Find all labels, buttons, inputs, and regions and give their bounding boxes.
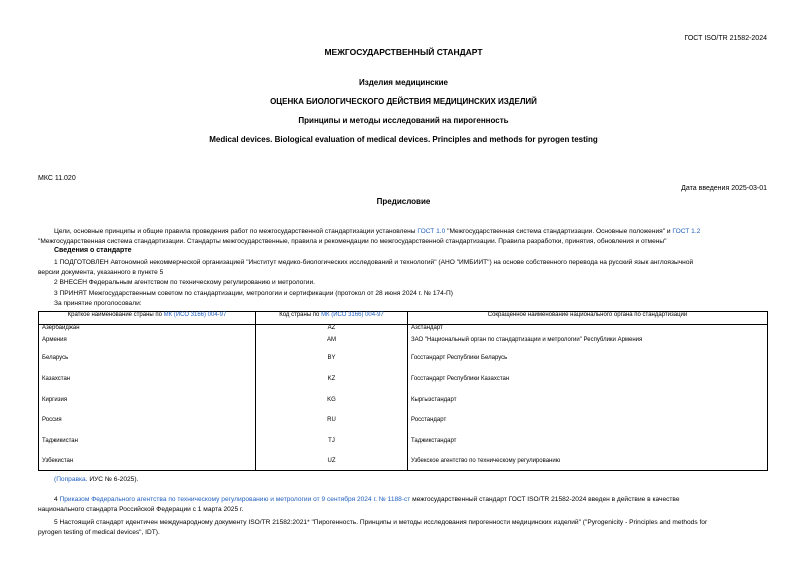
amendment-text: ИУС № 6-2025). bbox=[87, 476, 139, 483]
table-row bbox=[39, 337, 768, 355]
item-5-line-1: 5 Настоящий стандарт идентичен международному документу ISO/TR 21582:2021* "Пирогенность. Принципы и методы исследования пирогенности медицинских изделий" ("Pyrogenicity - Principles and methods for bbox=[54, 519, 708, 526]
cell-country: Таджикистан bbox=[39, 438, 256, 458]
table-row bbox=[39, 397, 768, 417]
cell-code: RU bbox=[256, 417, 408, 438]
item-4-text: межгосударственный стандарт ГОСТ ISO/TR 21582-2024 введен в действие в качестве bbox=[410, 496, 680, 503]
p1-text-a: Цели, основные принципы и общие правила проведения работ по межгосударственной стандартизации установлены bbox=[54, 228, 416, 235]
table-row bbox=[39, 325, 768, 337]
standard-type: МЕЖГОСУДАРСТВЕННЫЙ СТАНДАРТ bbox=[324, 47, 483, 57]
gost-1-0-link[interactable]: ГОСТ 1.0 bbox=[417, 228, 446, 235]
table-row bbox=[39, 438, 768, 458]
item-5-line-2: pyrogen testing of medical devices", IDT). bbox=[38, 529, 160, 536]
p1-text-b: "Межгосударственная система стандартизации. Основные положения" и bbox=[447, 228, 671, 235]
p1-line-2: "Межгосударственная система стандартизации. Стандарты межгосударственные, правила и рекомендации по межгосударственной стандартизации. Правила разработки, принятия, обновления и отмены" bbox=[38, 238, 667, 245]
cell-body: ЗАО "Национальный орган по стандартизации и метрологии" Республики Армения bbox=[408, 337, 768, 355]
cell-country: Беларусь bbox=[39, 355, 256, 376]
cell-country: Киргизия bbox=[39, 397, 256, 417]
cell-body: Таджикстандарт bbox=[408, 438, 768, 458]
table-header-row bbox=[39, 312, 768, 325]
header-code-link[interactable]: МК (ИСО 3166) 004-97 bbox=[321, 312, 384, 318]
voted-label: За принятие проголосовали: bbox=[54, 300, 142, 307]
cell-code: BY bbox=[256, 355, 408, 376]
cell-country: Узбекистан bbox=[39, 458, 256, 471]
table-row bbox=[39, 376, 768, 397]
cell-body: Кыргызстандарт bbox=[408, 397, 768, 417]
doc-code: ГОСТ ISO/TR 21582-2024 bbox=[684, 35, 767, 42]
item-3: 3 ПРИНЯТ Межгосударственным советом по стандартизации, метрологии и сертификации (протокол от 28 июня 2024 г. № 174-П) bbox=[54, 290, 453, 297]
info-heading: Сведения о стандарте bbox=[54, 247, 132, 254]
item-4-line-2: национального стандарта Российской Федерации с 1 марта 2025 г. bbox=[38, 506, 244, 513]
cell-country: Казахстан bbox=[39, 376, 256, 397]
cell-code: AM bbox=[256, 337, 408, 355]
subtitle: Изделия медицинские bbox=[359, 78, 448, 87]
item-4 bbox=[38, 495, 769, 515]
item-1 bbox=[38, 258, 769, 278]
main-title: ОЦЕНКА БИОЛОГИЧЕСКОГО ДЕЙСТВИЯ МЕДИЦИНСКИХ ИЗДЕЛИЙ bbox=[270, 97, 537, 106]
header-body-text: Сокращенное наименование национального органа по стандартизации bbox=[487, 312, 688, 318]
header-country-link[interactable]: МК (ИСО 3166) 004-97 bbox=[163, 312, 227, 318]
cell-code: AZ bbox=[256, 325, 408, 337]
item-1-line-2: версии документа, указанного в пункте 5 bbox=[38, 269, 164, 276]
cell-body: Госстандарт Республики Беларусь bbox=[408, 355, 768, 376]
part-title: Принципы и методы исследований на пирогенность bbox=[298, 116, 509, 125]
cell-country: Россия bbox=[39, 417, 256, 438]
amendment-note bbox=[54, 476, 138, 483]
item-4-num: 4 bbox=[54, 496, 60, 503]
table-row bbox=[39, 458, 768, 471]
table-row bbox=[39, 355, 768, 376]
intro-date: Дата введения 2025-03-01 bbox=[681, 185, 767, 192]
header-code bbox=[256, 312, 408, 325]
cell-body: Узбекское агентство по техническому регулированию bbox=[408, 458, 768, 471]
cell-body: Азстандарт bbox=[408, 325, 768, 337]
cell-code: TJ bbox=[256, 438, 408, 458]
order-link[interactable]: Приказом Федерального агентства по техническому регулированию и метрологии от 9 сентября 2024 г. № 1188-ст bbox=[59, 496, 411, 503]
item-5 bbox=[38, 518, 769, 538]
cell-body: Госстандарт Республики Казахстан bbox=[408, 376, 768, 397]
table-row bbox=[39, 417, 768, 438]
header-body bbox=[408, 312, 768, 325]
foreword-paragraph-1 bbox=[38, 227, 769, 247]
item-2: 2 ВНЕСЕН Федеральным агентством по техническому регулированию и метрологии. bbox=[54, 279, 315, 286]
amendment-link[interactable]: (Поправка. bbox=[54, 476, 88, 483]
english-title: Medical devices. Biological evaluation of medical devices. Principles and methods for pyrogen testing bbox=[209, 135, 598, 144]
cell-country: Армения bbox=[39, 337, 256, 355]
cell-code: KZ bbox=[256, 376, 408, 397]
header-country-text: Краткое наименование страны по bbox=[67, 312, 164, 318]
header-code-text: Код страны по bbox=[279, 312, 322, 318]
item-1-line-1: 1 ПОДГОТОВЛЕН Автономной некоммерческой организацией "Институт медико-биологических исследований и технологий" (АНО "ИМБИИТ") на основе собственного перевода на русский язык англоязычной bbox=[54, 259, 694, 266]
header-country bbox=[39, 312, 256, 325]
gost-1-2-link[interactable]: ГОСТ 1.2 bbox=[672, 228, 701, 235]
cell-code: UZ bbox=[256, 458, 408, 471]
mks-code: МКС 11.020 bbox=[38, 175, 76, 182]
foreword-heading: Предисловие bbox=[376, 197, 431, 206]
cell-code: KG bbox=[256, 397, 408, 417]
cell-country: Азербайджан bbox=[39, 325, 256, 337]
countries-table bbox=[38, 311, 768, 471]
cell-body: Росстандарт bbox=[408, 417, 768, 438]
